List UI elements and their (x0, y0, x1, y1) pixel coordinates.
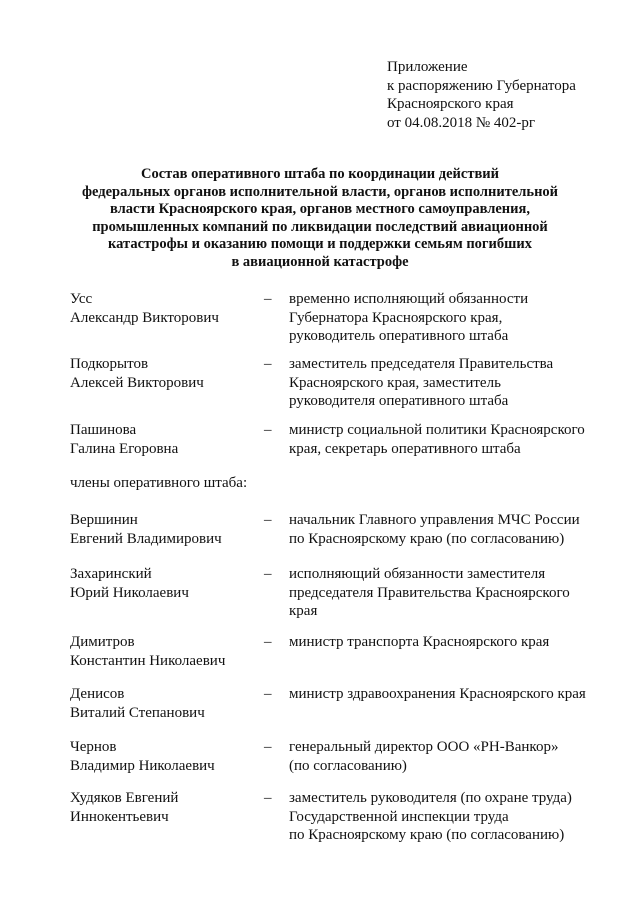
dash-separator: – (264, 356, 272, 372)
appendix-block (387, 58, 576, 132)
title-line: Состав оперативного штаба по координации действий (140, 166, 500, 182)
position-line: исполняющий обязанности заместителя (289, 566, 546, 582)
name-line: Димитров (70, 634, 135, 650)
name-line: Чернов (70, 739, 117, 755)
name-line: Захаринский (70, 566, 152, 582)
dash-separator: – (264, 739, 272, 755)
title-line: катастрофы и оказанию помощи и поддержки семьям погибших (108, 236, 532, 253)
position-line: временно исполняющий обязанности (289, 291, 529, 307)
person-name (70, 511, 255, 548)
name-line: Пашинова (70, 422, 137, 438)
title-line: промышленных компаний по ликвидации последствий авиационной (92, 218, 548, 235)
members-heading: члены оперативного штаба: (70, 475, 248, 491)
position-line: начальник Главного управления МЧС России (289, 512, 580, 528)
position-line: министр здравоохранения Красноярского края (289, 686, 586, 702)
person-position (289, 355, 619, 411)
name-line: Денисов (70, 686, 125, 702)
dash-separator: – (264, 566, 272, 582)
person-position (289, 738, 619, 775)
appendix-line: от 04.08.2018 № 402-рг (387, 114, 536, 131)
document-title (60, 166, 580, 272)
person-position (289, 685, 619, 704)
position-line: руководитель оперативного штаба (289, 328, 509, 344)
name-line: Александр Викторович (70, 309, 219, 326)
name-line: Вершинин (70, 512, 138, 528)
name-line: Подкорытов (70, 356, 149, 372)
position-line: руководителя оперативного штаба (289, 393, 509, 409)
dash-separator: – (264, 512, 272, 528)
person-name (70, 685, 255, 722)
position-line: края (289, 603, 318, 619)
position-line: заместитель председателя Правительства (289, 356, 554, 372)
position-line: по Красноярскому краю (по согласованию) (289, 827, 565, 843)
person-position (289, 511, 619, 548)
person-position (289, 789, 619, 845)
person-position (289, 565, 619, 621)
person-name (70, 290, 255, 327)
name-line: Иннокентьевич (70, 808, 169, 825)
person-name (70, 633, 255, 670)
name-line: Алексей Викторович (70, 374, 204, 391)
person-position (289, 290, 619, 346)
position-line: министр социальной политики Красноярского (289, 422, 585, 438)
title-line: федеральных органов исполнительной власти, органов исполнительной (81, 183, 559, 200)
name-line: Владимир Николаевич (70, 757, 215, 774)
name-line: Усс (70, 291, 93, 307)
position-line: края, секретарь оперативного штаба (289, 440, 521, 457)
person-name (70, 565, 255, 602)
position-line: Губернатора Красноярского края, (289, 309, 503, 326)
position-line: по Красноярскому краю (по согласованию) (289, 530, 565, 547)
person-name (70, 355, 255, 392)
dash-separator: – (264, 790, 272, 806)
position-line: Государственной инспекции труда (289, 808, 509, 825)
name-line: Худяков Евгений (70, 790, 179, 806)
name-line: Константин Николаевич (70, 652, 226, 669)
position-line: генеральный директор ООО «РН-Ванкор» (289, 739, 559, 755)
appendix-line: Красноярского края (387, 96, 514, 112)
name-line: Виталий Степанович (70, 704, 205, 721)
dash-separator: – (264, 291, 272, 307)
person-position (289, 421, 619, 458)
dash-separator: – (264, 634, 272, 650)
position-line: министр транспорта Красноярского края (289, 634, 550, 650)
appendix-line: Приложение (387, 59, 468, 75)
person-name (70, 421, 255, 458)
title-line: власти Красноярского края, органов местного самоуправления, (110, 201, 530, 218)
position-line: (по согласованию) (289, 757, 407, 774)
position-line: председателя Правительства Красноярского (289, 584, 570, 601)
name-line: Галина Егоровна (70, 440, 179, 457)
person-name (70, 738, 255, 775)
position-line: заместитель руководителя (по охране труда) (289, 790, 572, 806)
position-line: Красноярского края, заместитель (289, 374, 501, 391)
name-line: Евгений Владимирович (70, 530, 222, 547)
dash-separator: – (264, 686, 272, 702)
title-line: в авиационной катастрофе (231, 253, 409, 270)
person-name (70, 789, 255, 826)
name-line: Юрий Николаевич (70, 584, 189, 601)
appendix-line: к распоряжению Губернатора (387, 77, 576, 94)
person-position (289, 633, 619, 652)
dash-separator: – (264, 422, 272, 438)
